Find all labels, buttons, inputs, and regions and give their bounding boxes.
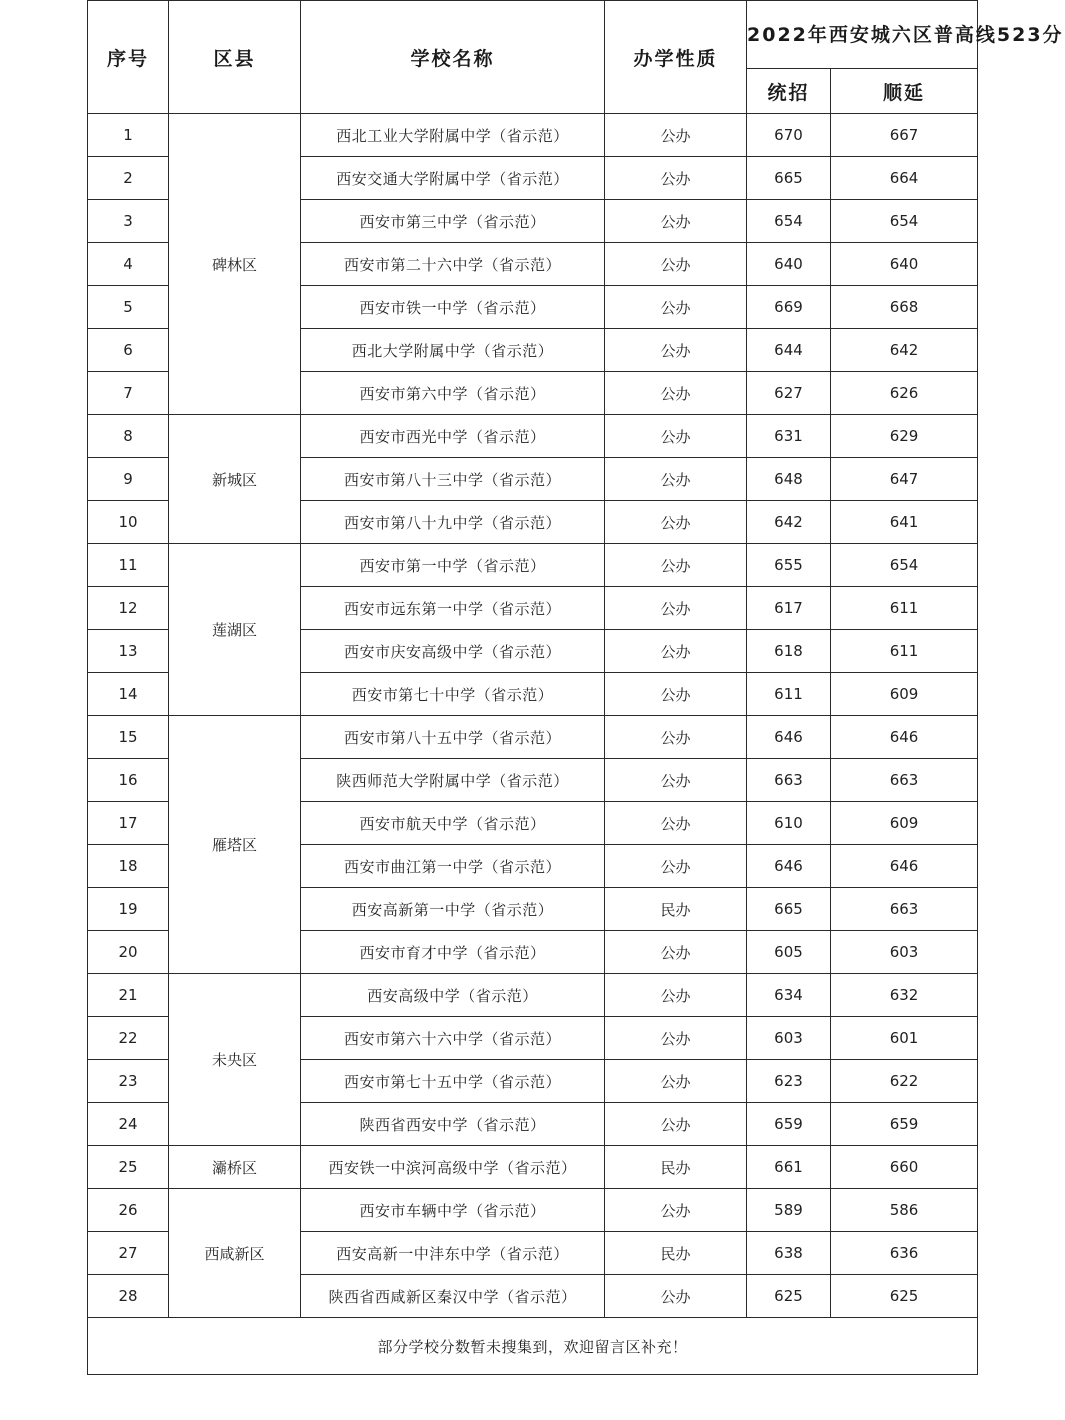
school-nature: 公办 (605, 1060, 747, 1103)
school-nature: 公办 (605, 845, 747, 888)
score-tongzhao: 603 (747, 1017, 831, 1060)
school-name: 西安市第八十九中学（省示范） (301, 501, 605, 544)
row-number: 28 (88, 1275, 169, 1318)
header-school: 学校名称 (301, 1, 605, 114)
row-number: 2 (88, 157, 169, 200)
score-shunyan: 667 (831, 114, 978, 157)
school-name: 西安市第八十五中学（省示范） (301, 716, 605, 759)
row-number: 27 (88, 1232, 169, 1275)
score-tongzhao: 669 (747, 286, 831, 329)
district-name: 灞桥区 (169, 1146, 301, 1189)
school-name: 西安市第二十六中学（省示范） (301, 243, 605, 286)
school-name: 西北大学附属中学（省示范） (301, 329, 605, 372)
score-shunyan: 625 (831, 1275, 978, 1318)
score-tongzhao: 631 (747, 415, 831, 458)
score-tongzhao: 625 (747, 1275, 831, 1318)
school-nature: 公办 (605, 630, 747, 673)
score-shunyan: 611 (831, 587, 978, 630)
score-tongzhao: 610 (747, 802, 831, 845)
row-number: 10 (88, 501, 169, 544)
school-name: 西安高级中学（省示范） (301, 974, 605, 1017)
footnote: 部分学校分数暂未搜集到，欢迎留言区补充！ (88, 1318, 978, 1375)
score-tongzhao: 661 (747, 1146, 831, 1189)
score-shunyan: 654 (831, 200, 978, 243)
school-nature: 公办 (605, 458, 747, 501)
row-number: 22 (88, 1017, 169, 1060)
school-nature: 公办 (605, 200, 747, 243)
score-tongzhao: 627 (747, 372, 831, 415)
score-shunyan: 664 (831, 157, 978, 200)
school-name: 西安交通大学附属中学（省示范） (301, 157, 605, 200)
table-row (88, 1146, 978, 1189)
score-tongzhao: 663 (747, 759, 831, 802)
school-name: 西安市曲江第一中学（省示范） (301, 845, 605, 888)
school-name: 西安高新一中沣东中学（省示范） (301, 1232, 605, 1275)
row-number: 12 (88, 587, 169, 630)
school-nature: 公办 (605, 243, 747, 286)
score-tongzhao: 605 (747, 931, 831, 974)
row-number: 5 (88, 286, 169, 329)
score-tongzhao: 654 (747, 200, 831, 243)
score-shunyan: 636 (831, 1232, 978, 1275)
row-number: 9 (88, 458, 169, 501)
school-nature: 公办 (605, 1275, 747, 1318)
score-shunyan: 668 (831, 286, 978, 329)
score-shunyan: 640 (831, 243, 978, 286)
district-name: 莲湖区 (169, 544, 301, 716)
school-name: 西安市第八十三中学（省示范） (301, 458, 605, 501)
score-tongzhao: 640 (747, 243, 831, 286)
school-nature: 公办 (605, 329, 747, 372)
score-shunyan: 642 (831, 329, 978, 372)
school-name: 西安市铁一中学（省示范） (301, 286, 605, 329)
row-number: 6 (88, 329, 169, 372)
school-nature: 公办 (605, 802, 747, 845)
score-shunyan: 646 (831, 845, 978, 888)
score-shunyan: 654 (831, 544, 978, 587)
header-shunyan: 顺延 (831, 69, 978, 114)
score-shunyan: 663 (831, 888, 978, 931)
table-row (88, 544, 978, 587)
school-name: 西安市第三中学（省示范） (301, 200, 605, 243)
school-name: 西安市第七十中学（省示范） (301, 673, 605, 716)
score-shunyan: 659 (831, 1103, 978, 1146)
score-tongzhao: 670 (747, 114, 831, 157)
score-shunyan: 629 (831, 415, 978, 458)
table-row (88, 716, 978, 759)
row-number: 19 (88, 888, 169, 931)
score-tongzhao: 648 (747, 458, 831, 501)
school-nature: 公办 (605, 1017, 747, 1060)
school-nature: 公办 (605, 415, 747, 458)
district-name: 新城区 (169, 415, 301, 544)
header-nature: 办学性质 (605, 1, 747, 114)
school-name: 西安市西光中学（省示范） (301, 415, 605, 458)
score-shunyan: 626 (831, 372, 978, 415)
school-nature: 民办 (605, 1146, 747, 1189)
score-shunyan: 646 (831, 716, 978, 759)
row-number: 15 (88, 716, 169, 759)
score-shunyan: 601 (831, 1017, 978, 1060)
score-shunyan: 632 (831, 974, 978, 1017)
school-nature: 公办 (605, 1103, 747, 1146)
school-nature: 公办 (605, 673, 747, 716)
table-row (88, 1189, 978, 1232)
row-number: 25 (88, 1146, 169, 1189)
score-shunyan: 641 (831, 501, 978, 544)
school-nature: 民办 (605, 888, 747, 931)
row-number: 8 (88, 415, 169, 458)
score-tongzhao: 644 (747, 329, 831, 372)
header-tongzhao: 统招 (747, 69, 831, 114)
school-nature: 公办 (605, 501, 747, 544)
school-nature: 公办 (605, 931, 747, 974)
table-row (88, 114, 978, 157)
school-nature: 公办 (605, 114, 747, 157)
score-shunyan: 603 (831, 931, 978, 974)
score-tongzhao: 638 (747, 1232, 831, 1275)
row-number: 11 (88, 544, 169, 587)
school-name: 陕西师范大学附属中学（省示范） (301, 759, 605, 802)
row-number: 14 (88, 673, 169, 716)
score-shunyan: 647 (831, 458, 978, 501)
row-number: 4 (88, 243, 169, 286)
school-name: 西安市第七十五中学（省示范） (301, 1060, 605, 1103)
school-name: 陕西省西安中学（省示范） (301, 1103, 605, 1146)
row-number: 17 (88, 802, 169, 845)
header-score-group: 2022年西安城六区普高线523分 (747, 1, 978, 69)
row-number: 7 (88, 372, 169, 415)
row-number: 18 (88, 845, 169, 888)
school-nature: 公办 (605, 372, 747, 415)
school-name: 陕西省西咸新区秦汉中学（省示范） (301, 1275, 605, 1318)
school-name: 西安市第六中学（省示范） (301, 372, 605, 415)
score-tongzhao: 611 (747, 673, 831, 716)
score-tongzhao: 665 (747, 888, 831, 931)
header-no: 序号 (88, 1, 169, 114)
school-name: 西安市车辆中学（省示范） (301, 1189, 605, 1232)
school-name: 西安市庆安高级中学（省示范） (301, 630, 605, 673)
row-number: 3 (88, 200, 169, 243)
score-tongzhao: 665 (747, 157, 831, 200)
score-shunyan: 609 (831, 802, 978, 845)
table-row (88, 415, 978, 458)
row-number: 20 (88, 931, 169, 974)
row-number: 16 (88, 759, 169, 802)
school-name: 西安市远东第一中学（省示范） (301, 587, 605, 630)
school-nature: 公办 (605, 157, 747, 200)
header-district: 区县 (169, 1, 301, 114)
row-number: 23 (88, 1060, 169, 1103)
district-name: 西咸新区 (169, 1189, 301, 1318)
score-tongzhao: 623 (747, 1060, 831, 1103)
table-body (88, 114, 978, 1318)
score-tongzhao: 642 (747, 501, 831, 544)
score-tongzhao: 655 (747, 544, 831, 587)
table-row (88, 974, 978, 1017)
score-tongzhao: 659 (747, 1103, 831, 1146)
score-shunyan: 660 (831, 1146, 978, 1189)
school-nature: 公办 (605, 716, 747, 759)
table-header (88, 1, 1064, 114)
school-name: 西安市航天中学（省示范） (301, 802, 605, 845)
score-shunyan: 586 (831, 1189, 978, 1232)
district-name: 碑林区 (169, 114, 301, 415)
district-name: 未央区 (169, 974, 301, 1146)
school-nature: 公办 (605, 974, 747, 1017)
school-nature: 公办 (605, 759, 747, 802)
row-number: 21 (88, 974, 169, 1017)
score-tongzhao: 634 (747, 974, 831, 1017)
row-number: 24 (88, 1103, 169, 1146)
score-tongzhao: 646 (747, 845, 831, 888)
score-tongzhao: 617 (747, 587, 831, 630)
score-tongzhao: 618 (747, 630, 831, 673)
score-shunyan: 663 (831, 759, 978, 802)
score-shunyan: 622 (831, 1060, 978, 1103)
school-name: 西安市第六十六中学（省示范） (301, 1017, 605, 1060)
school-name: 西安市第一中学（省示范） (301, 544, 605, 587)
school-nature: 公办 (605, 544, 747, 587)
score-shunyan: 611 (831, 630, 978, 673)
district-name: 雁塔区 (169, 716, 301, 974)
score-shunyan: 609 (831, 673, 978, 716)
row-number: 26 (88, 1189, 169, 1232)
row-number: 1 (88, 114, 169, 157)
school-name: 西北工业大学附属中学（省示范） (301, 114, 605, 157)
school-name: 西安铁一中滨河高级中学（省示范） (301, 1146, 605, 1189)
school-nature: 公办 (605, 1189, 747, 1232)
school-nature: 公办 (605, 286, 747, 329)
row-number: 13 (88, 630, 169, 673)
school-name: 西安市育才中学（省示范） (301, 931, 605, 974)
score-tongzhao: 589 (747, 1189, 831, 1232)
score-table (87, 0, 1064, 1375)
school-name: 西安高新第一中学（省示范） (301, 888, 605, 931)
school-nature: 公办 (605, 587, 747, 630)
score-tongzhao: 646 (747, 716, 831, 759)
school-nature: 民办 (605, 1232, 747, 1275)
